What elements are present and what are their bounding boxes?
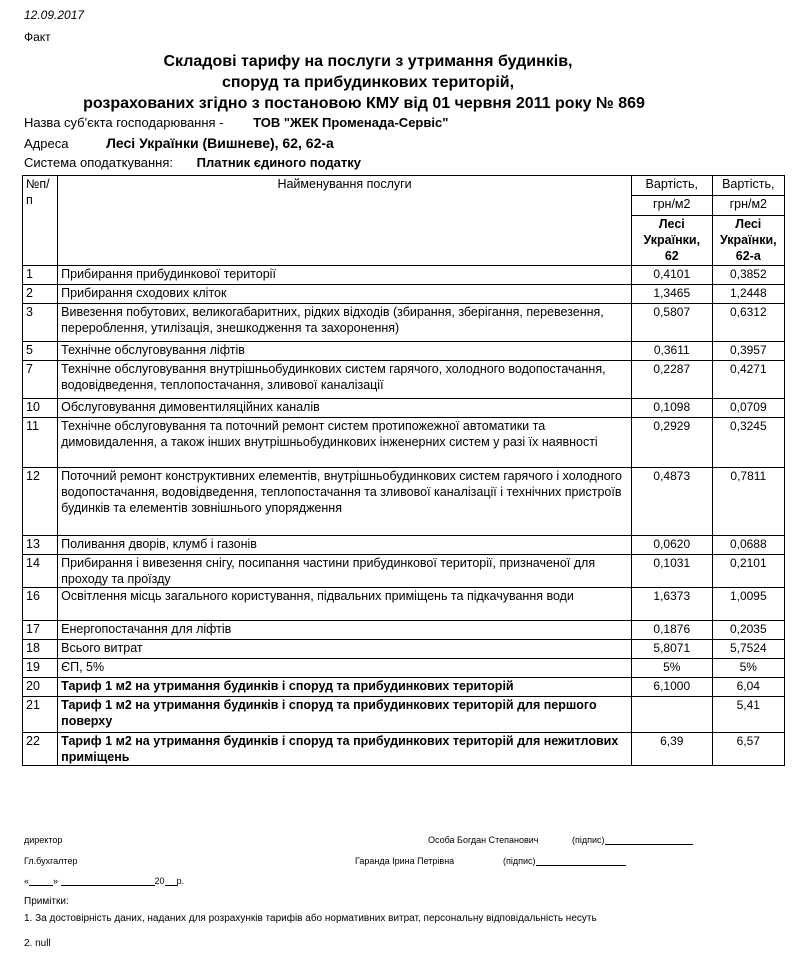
tax-value: Платник єдиного податку bbox=[196, 155, 362, 170]
table-row bbox=[23, 468, 785, 536]
fact-label: Факт bbox=[24, 30, 51, 44]
tax-label: Система оподаткування: bbox=[24, 155, 173, 170]
row-number: 14 bbox=[23, 555, 58, 588]
cost-house-b: 0,2035 bbox=[712, 621, 784, 640]
address-row bbox=[24, 135, 334, 151]
cost-house-b: 1,2448 bbox=[712, 285, 784, 304]
row-number: 12 bbox=[23, 468, 58, 536]
row-number: 22 bbox=[23, 733, 58, 766]
service-name: Поточний ремонт конструктивних елементів, внутрішньобудинкових систем гарячого і холодного водопостачання, водовідведення, теплопостачання та зливової каналізації і технічних пристроїв будинків та елементів зовнішнього упорядження bbox=[58, 468, 632, 536]
date-quote-close: » bbox=[53, 876, 59, 886]
house-b-header: Лесі Українки, 62-а bbox=[712, 216, 784, 266]
service-name: Прибирання і вивезення снігу, посипання частини прибудинкової території, призначеної для проходу та проїзду bbox=[58, 555, 632, 588]
cost-house-a: 0,4101 bbox=[631, 266, 712, 285]
row-number: 2 bbox=[23, 285, 58, 304]
cost-house-b: 0,0688 bbox=[712, 536, 784, 555]
director-signature bbox=[572, 835, 693, 845]
row-number: 11 bbox=[23, 418, 58, 468]
col-num-header: №п/п bbox=[23, 176, 58, 266]
cost-house-a: 0,4873 bbox=[631, 468, 712, 536]
service-name: ЄП, 5% bbox=[58, 659, 632, 678]
entity-label: Назва суб'єкта господарювання - bbox=[24, 115, 224, 130]
service-name: Технічне обслуговування та поточний ремонт систем протипожежної автоматики та димовидалення, а також інших внутрішньобудинкових інженерних систем у разі їх наявності bbox=[58, 418, 632, 468]
director-signature-line bbox=[605, 844, 693, 845]
tax-row bbox=[24, 155, 361, 170]
service-name: Вивезення побутових, великогабаритних, рідких відходів (збирання, зберігання, перевезення, перероблення, утилізація, знешкодження та захоронення) bbox=[58, 304, 632, 342]
cost-house-a: 6,1000 bbox=[631, 678, 712, 697]
service-name: Технічне обслуговування ліфтів bbox=[58, 342, 632, 361]
cost-house-a: 6,39 bbox=[631, 733, 712, 766]
document-date: 12.09.2017 bbox=[24, 8, 85, 22]
accountant-name: Гаранда Ірина Петрівна bbox=[355, 856, 455, 866]
table-row bbox=[23, 361, 785, 399]
note-2: 2. null bbox=[24, 938, 51, 949]
table-row bbox=[23, 536, 785, 555]
col-unit-header-a: грн/м2 bbox=[631, 196, 712, 216]
table-row bbox=[23, 588, 785, 621]
year-line bbox=[165, 885, 177, 886]
cost-house-a: 1,3465 bbox=[631, 285, 712, 304]
cost-house-a: 0,3611 bbox=[631, 342, 712, 361]
cost-house-b: 0,3852 bbox=[712, 266, 784, 285]
row-number: 10 bbox=[23, 399, 58, 418]
table-row bbox=[23, 733, 785, 766]
table-row bbox=[23, 399, 785, 418]
table-row bbox=[23, 640, 785, 659]
title-line-2: споруд та прибудинкових територій, bbox=[221, 74, 515, 91]
day-line bbox=[29, 885, 53, 886]
service-name: Енергопостачання для ліфтів bbox=[58, 621, 632, 640]
title-line-1: Складові тарифу на послуги з утримання будинків, bbox=[163, 53, 573, 70]
row-number: 17 bbox=[23, 621, 58, 640]
cost-house-b: 0,7811 bbox=[712, 468, 784, 536]
table-row bbox=[23, 342, 785, 361]
title-line-3: розрахованих згідно з постановою КМУ від 01 червня 2011 року № 869 bbox=[83, 95, 645, 112]
sign-date bbox=[24, 876, 184, 886]
notes-label: Примітки: bbox=[24, 896, 69, 907]
cost-house-a: 1,6373 bbox=[631, 588, 712, 621]
service-name: Тариф 1 м2 на утримання будинків і споруд та прибудинкових територій bbox=[58, 678, 632, 697]
year-prefix: 20 bbox=[154, 876, 165, 886]
table-row bbox=[23, 621, 785, 640]
row-number: 1 bbox=[23, 266, 58, 285]
col-cost-header-b: Вартість, bbox=[712, 176, 784, 196]
cost-house-a: 0,0620 bbox=[631, 536, 712, 555]
cost-house-b: 0,3957 bbox=[712, 342, 784, 361]
row-number: 5 bbox=[23, 342, 58, 361]
row-number: 16 bbox=[23, 588, 58, 621]
table-row bbox=[23, 418, 785, 468]
entity-value: ТОВ "ЖЕК Променада-Сервіс" bbox=[253, 115, 449, 130]
service-name: Технічне обслуговування внутрішньобудинкових систем гарячого, холодного водопостачання, водовідведення, теплопостачання, зливової каналізації bbox=[58, 361, 632, 399]
entity-row bbox=[24, 115, 448, 130]
house-a-header: Лесі Українки, 62 bbox=[631, 216, 712, 266]
cost-house-a: 0,5807 bbox=[631, 304, 712, 342]
accountant-label: Гл.бухгалтер bbox=[24, 856, 78, 866]
cost-house-b: 5,7524 bbox=[712, 640, 784, 659]
table-row bbox=[23, 304, 785, 342]
row-number: 21 bbox=[23, 697, 58, 733]
row-number: 20 bbox=[23, 678, 58, 697]
table-row bbox=[23, 659, 785, 678]
date-quote-open: « bbox=[24, 876, 30, 886]
row-number: 18 bbox=[23, 640, 58, 659]
accountant-signature-line bbox=[536, 865, 626, 866]
year-suffix: р. bbox=[176, 876, 185, 886]
row-number: 7 bbox=[23, 361, 58, 399]
col-name-header: Найменування послуги bbox=[58, 176, 632, 266]
address-label: Адреса bbox=[24, 136, 69, 151]
row-number: 19 bbox=[23, 659, 58, 678]
accountant-signature-label: (підпис) bbox=[503, 856, 536, 866]
table-row bbox=[23, 697, 785, 733]
cost-house-b: 0,2101 bbox=[712, 555, 784, 588]
cost-house-a: 5% bbox=[631, 659, 712, 678]
cost-house-b: 6,04 bbox=[712, 678, 784, 697]
director-signature-label: (підпис) bbox=[572, 835, 605, 845]
cost-house-b: 0,3245 bbox=[712, 418, 784, 468]
cost-house-a: 0,1876 bbox=[631, 621, 712, 640]
col-cost-header-a: Вартість, bbox=[631, 176, 712, 196]
cost-house-b: 6,57 bbox=[712, 733, 784, 766]
table-row bbox=[23, 266, 785, 285]
service-name: Всього витрат bbox=[58, 640, 632, 659]
service-name: Прибирання сходових кліток bbox=[58, 285, 632, 304]
table-row bbox=[23, 285, 785, 304]
service-name: Освітлення місць загального користування, підвальних приміщень та підкачування води bbox=[58, 588, 632, 621]
tariff-table bbox=[22, 175, 785, 766]
director-name: Особа Богдан Степанович bbox=[428, 835, 539, 845]
service-name: Тариф 1 м2 на утримання будинків і споруд та прибудинкових територій для нежитлових приміщень bbox=[58, 733, 632, 766]
table-row bbox=[23, 555, 785, 588]
cost-house-b: 0,4271 bbox=[712, 361, 784, 399]
cost-house-b: 0,6312 bbox=[712, 304, 784, 342]
service-name: Тариф 1 м2 на утримання будинків і споруд та прибудинкових територій для першого поверху bbox=[58, 697, 632, 733]
cost-house-a: 0,2287 bbox=[631, 361, 712, 399]
note-1: 1. За достовірність даних, наданих для розрахунків тарифів або нормативних витрат, персональну відповідальність несуть bbox=[24, 913, 597, 924]
table-row bbox=[23, 678, 785, 697]
cost-house-a: 5,8071 bbox=[631, 640, 712, 659]
cost-house-b: 5,41 bbox=[712, 697, 784, 733]
accountant-signature bbox=[503, 856, 626, 866]
col-unit-header-b: грн/м2 bbox=[712, 196, 784, 216]
cost-house-a: 0,1031 bbox=[631, 555, 712, 588]
address-value: Лесі Українки (Вишневе), 62, 62-а bbox=[106, 135, 334, 151]
row-number: 3 bbox=[23, 304, 58, 342]
director-label: директор bbox=[24, 835, 63, 845]
service-name: Прибирання прибудинкової території bbox=[58, 266, 632, 285]
cost-house-b: 1,0095 bbox=[712, 588, 784, 621]
row-number: 13 bbox=[23, 536, 58, 555]
service-name: Поливання дворів, клумб і газонів bbox=[58, 536, 632, 555]
cost-house-a: 0,2929 bbox=[631, 418, 712, 468]
service-name: Обслуговування димовентиляційних каналів bbox=[58, 399, 632, 418]
cost-house-a: 0,1098 bbox=[631, 399, 712, 418]
cost-house-b: 0,0709 bbox=[712, 399, 784, 418]
cost-house-b: 5% bbox=[712, 659, 784, 678]
cost-house-a bbox=[631, 697, 712, 733]
month-line bbox=[61, 885, 155, 886]
